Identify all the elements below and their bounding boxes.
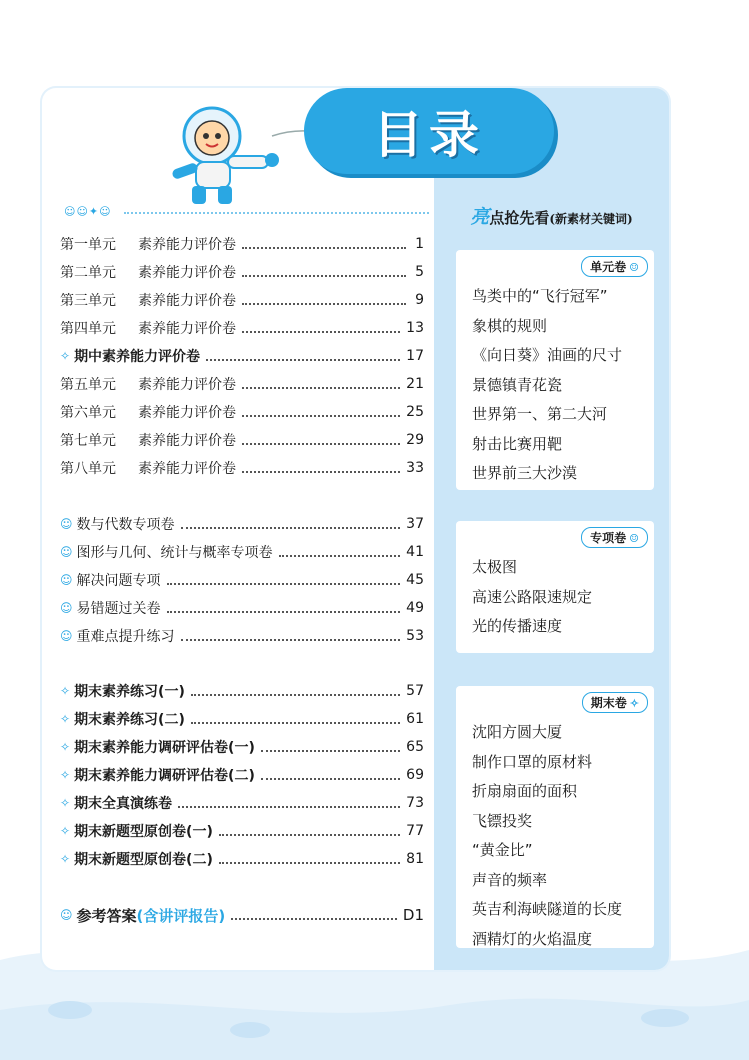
smile-icon: ☺	[629, 261, 639, 274]
toc-row[interactable]: 第二单元 素养能力评价卷 5	[60, 264, 424, 281]
smile-icon: ☺	[60, 908, 73, 922]
toc-row[interactable]: 第一单元 素养能力评价卷 1	[60, 236, 424, 253]
toc-row[interactable]: ☺ 重难点提升练习 53	[60, 628, 424, 645]
keyword-item: 飞镖投奖	[472, 811, 533, 830]
keyword-item: 世界第一、第二大河	[472, 405, 608, 423]
smile-icon: ☺	[629, 532, 639, 545]
special-keyword-box	[456, 521, 654, 653]
final-keyword-box	[456, 686, 654, 948]
keyword-item: 沈阳方圆大厦	[472, 723, 563, 741]
smile-icon: ☺	[60, 601, 73, 615]
toc-row[interactable]: 第三单元 素养能力评价卷 9	[60, 292, 424, 309]
keyword-item: 《向日葵》油画的尺寸	[472, 346, 623, 364]
toc-row[interactable]: ✧ 期末全真演练卷 73	[60, 795, 424, 812]
star-icon: ✧	[60, 349, 71, 363]
star-icon: ✧	[60, 768, 71, 782]
toc-row[interactable]: 第七单元 素养能力评价卷 29	[60, 432, 424, 449]
box-tag: 专项卷 ☺	[581, 527, 648, 548]
keyword-item: 光的传播速度	[472, 617, 563, 635]
smile-icon: ☺	[60, 545, 73, 559]
keyword-item: 景德镇青花瓷	[472, 375, 563, 394]
spotlight-title: 亮点抢先看(新素材关键词)	[470, 206, 633, 228]
toc-row[interactable]: ✧ 期末素养练习(一) 57	[60, 683, 424, 700]
toc-row[interactable]: ☺ 数与代数专项卷 37	[60, 516, 424, 533]
keyword-item: 鸟类中的“飞行冠军”	[472, 287, 608, 305]
star-icon: ✧	[60, 852, 71, 866]
keyword-item: 太极图	[472, 558, 518, 576]
smile-icon: ☺	[60, 629, 73, 643]
toc-row[interactable]: ✧ 期末素养能力调研评估卷(一) 65	[60, 739, 424, 756]
toc-row[interactable]: 第八单元 素养能力评价卷 33	[60, 460, 424, 477]
keyword-item: “黄金比”	[472, 841, 533, 859]
toc-row[interactable]: ☺ 解决问题专项 45	[60, 572, 424, 589]
toc-row[interactable]: ✧ 期末新题型原创卷(一) 77	[60, 823, 424, 840]
keyword-item: 世界前三大沙漠	[472, 464, 578, 482]
star-icon: ✧	[60, 796, 71, 810]
star-icon: ✧	[629, 697, 639, 710]
keyword-item: 高速公路限速规定	[472, 587, 593, 606]
toc-row[interactable]: ✧ 期中素养能力评价卷 17	[60, 348, 424, 365]
smile-icon: ☺	[60, 517, 73, 531]
toc-row[interactable]: ✧ 期末素养能力调研评估卷(二) 69	[60, 767, 424, 784]
box-tag: 单元卷 ☺	[581, 256, 648, 277]
unit-keyword-box	[456, 250, 654, 490]
decor-icons: ☺☺✦☺	[64, 205, 112, 218]
keyword-item: 射击比赛用靶	[472, 434, 563, 453]
star-icon: ✧	[60, 712, 71, 726]
keyword-item: 折扇扇面的面积	[472, 782, 578, 800]
smile-icon: ☺	[60, 573, 73, 587]
keyword-item: 英吉利海峡隧道的长度	[472, 900, 623, 918]
toc-row-answer[interactable]: ☺ 参考答案 (含讲评报告) D1	[60, 906, 424, 925]
star-icon: ✧	[60, 684, 71, 698]
star-icon: ✧	[60, 740, 71, 754]
keyword-item: 声音的频率	[472, 870, 548, 889]
keyword-item: 制作口罩的原材料	[472, 752, 593, 771]
toc-row[interactable]: ✧ 期末素养练习(二) 61	[60, 711, 424, 728]
toc-row[interactable]: 第四单元 素养能力评价卷 13	[60, 320, 424, 337]
toc-row[interactable]: ✧ 期末新题型原创卷(二) 81	[60, 851, 424, 868]
keyword-item: 酒精灯的火焰温度	[472, 929, 593, 948]
toc-card	[42, 88, 669, 970]
toc-row[interactable]: 第五单元 素养能力评价卷 21	[60, 376, 424, 393]
keyword-item: 象棋的规则	[472, 316, 548, 335]
toc-row[interactable]: ☺ 易错题过关卷 49	[60, 600, 424, 617]
page-title: 目录	[304, 88, 554, 174]
star-icon: ✧	[60, 824, 71, 838]
divider-dotted	[64, 205, 429, 218]
toc-row[interactable]: 第六单元 素养能力评价卷 25	[60, 404, 424, 421]
box-tag: 期末卷 ✧	[582, 692, 648, 713]
toc-row[interactable]: ☺ 图形与几何、统计与概率专项卷 41	[60, 544, 424, 561]
